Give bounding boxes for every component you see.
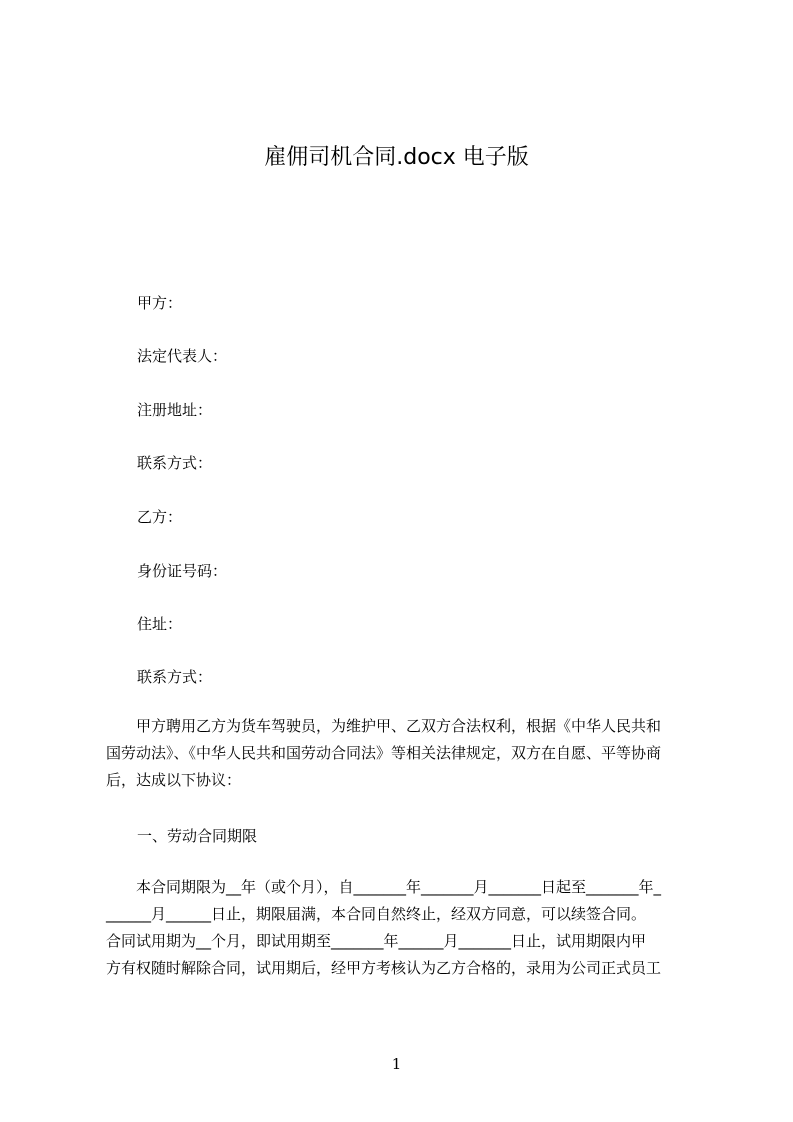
contract-term-paragraph xyxy=(106,874,716,982)
section-heading-contract-term: 一、劳动合同期限 xyxy=(137,827,258,845)
intro-line: 国劳动法》、《中华人民共和国劳动合同法》等相关法律规定，双方在自愿、平等协商 xyxy=(106,744,662,762)
contract-term-line: 合同试用期为__个月，即试用期至_______年______月_______日止，试用期限内甲 xyxy=(106,932,647,950)
party-b-contact-field: 联系方式： xyxy=(137,668,213,686)
party-a-field: 甲方： xyxy=(137,294,183,312)
legal-representative-field: 法定代表人： xyxy=(137,347,228,365)
party-b-field: 乙方： xyxy=(137,508,183,526)
intro-paragraph xyxy=(106,713,716,794)
contract-term-line: 本合同期限为__年（或个月），自_______年_______月_______日起至_______年_ xyxy=(136,878,662,896)
page-number: 1 xyxy=(391,1055,402,1073)
residence-address-field: 住址： xyxy=(137,615,183,633)
registered-address-field: 注册地址： xyxy=(137,401,213,419)
id-number-field: 身份证号码： xyxy=(137,562,228,580)
contract-term-line: ______月______日止，期限届满，本合同自然终止，经双方同意，可以续签合同。 xyxy=(106,905,647,923)
contract-term-line: 方有权随时解除合同，试用期后，经甲方考核认为乙方合格的，录用为公司正式员工 xyxy=(106,959,662,977)
party-a-contact-field: 联系方式： xyxy=(137,454,213,472)
intro-line: 甲方聘用乙方为货车驾驶员，为维护甲、乙双方合法权利，根据《中华人民共和 xyxy=(136,717,662,735)
document-title: 雇佣司机合同.docx 电子版 xyxy=(264,145,529,170)
intro-line: 后，达成以下协议： xyxy=(106,771,242,789)
